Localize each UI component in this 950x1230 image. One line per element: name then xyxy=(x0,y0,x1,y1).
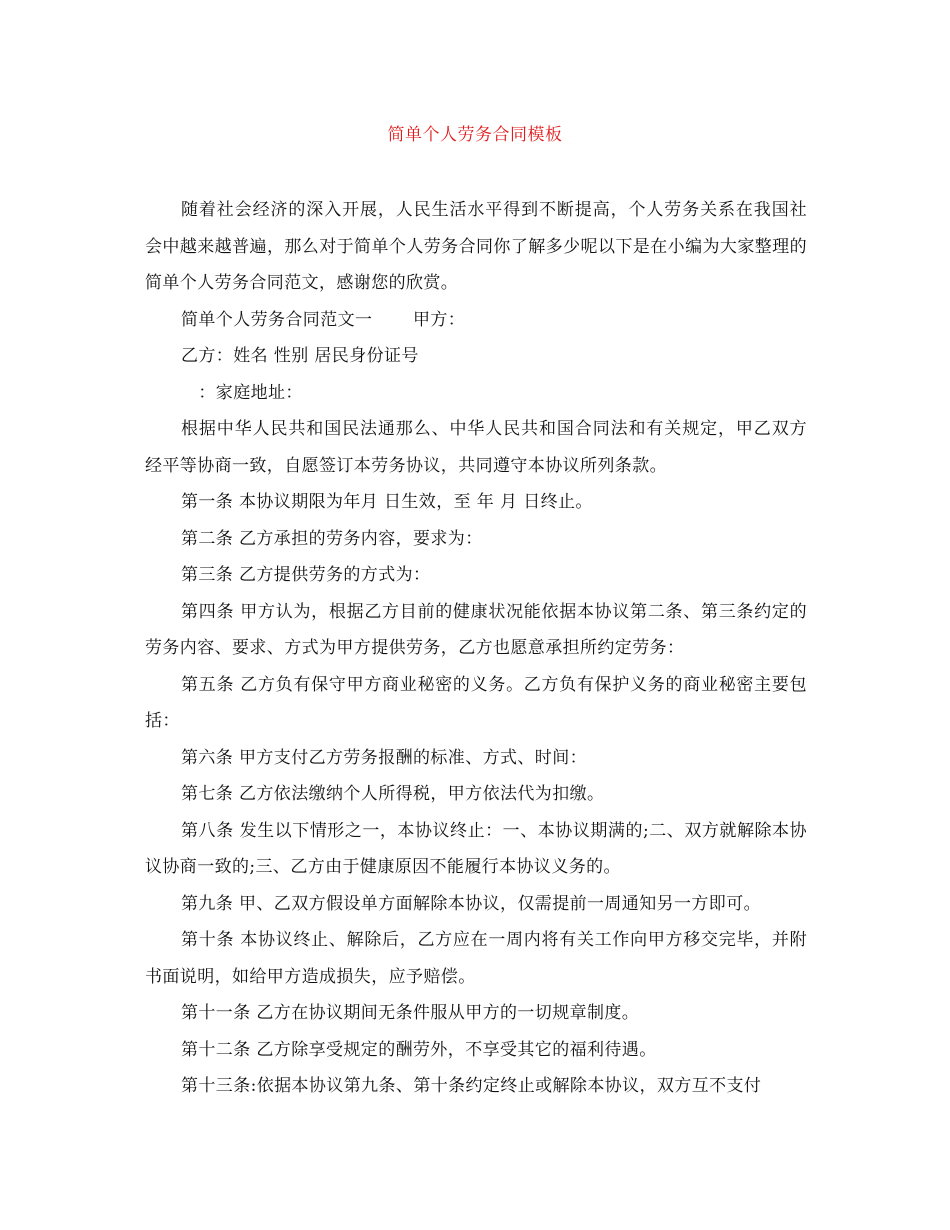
paragraph-article-10: 第十条 本协议终止、解除后，乙方应在一周内将有关工作向甲方移交完毕，并附书面说明，如给甲方造成损失，应予赔偿。 xyxy=(145,930,807,987)
paragraph-article-2: 第二条 乙方承担的劳务内容，要求为： xyxy=(181,528,483,549)
paragraph-article-3: 第三条 乙方提供劳务的方式为： xyxy=(181,565,431,585)
paragraph-article-8: 第八条 发生以下情形之一，本协议终止：一、本协议期满的;二、双方就解除本协议协商一致的;三、乙方由于健康原因不能履行本协议义务的。 xyxy=(145,820,807,877)
paragraph-legal-basis: 根据中华人民共和国民法通那么、中华人民共和国合同法和有关规定，甲乙双方经平等协商一致，自愿签订本劳务协议，共同遵守本协议所列条款。 xyxy=(145,419,807,476)
paragraph-article-4: 第四条 甲方认为，根据乙方目前的健康状况能依据本协议第二条、第三条约定的劳务内容、要求、方式为甲方提供劳务，乙方也愿意承担所约定劳务： xyxy=(145,601,807,658)
paragraph-sample-one-party-a: 简单个人劳务合同范文一 甲方： xyxy=(181,309,466,330)
paragraph-article-9: 第九条 甲、乙双方假设单方面解除本协议，仅需提前一周通知另一方即可。 xyxy=(181,893,762,914)
paragraph-article-1: 第一条 本协议期限为年月 日生效，至 年 月 日终止。 xyxy=(181,492,593,512)
paragraph-article-7: 第七条 乙方依法缴纳个人所得税，甲方依法代为扣缴。 xyxy=(181,784,605,804)
paragraph-intro: 随着社会经济的深入开展，人民生活水平得到不断提高，个人劳务关系在我国社会中越来越普遍，那么对于简单个人劳务合同你了解多少呢以下是在小编为大家整理的简单个人劳务合同范文，感谢您的欣赏。 xyxy=(145,200,807,293)
paragraph-article-12: 第十二条 乙方除享受规定的酬劳外，不享受其它的福利待遇。 xyxy=(181,1039,657,1060)
paragraph-article-6: 第六条 甲方支付乙方劳务报酬的标准、方式、时间： xyxy=(181,747,588,768)
paragraph-home-address: ：家庭地址： xyxy=(181,382,303,403)
document-body xyxy=(145,192,807,1105)
paragraph-article-5: 第五条 乙方负有保守甲方商业秘密的义务。乙方负有保护义务的商业秘密主要包括： xyxy=(145,674,807,731)
document-title: 简单个人劳务合同模板 xyxy=(387,125,563,145)
paragraph-party-b: 乙方：姓名 性别 居民身份证号 xyxy=(181,346,419,366)
paragraph-article-11: 第十一条 乙方在协议期间无条件服从甲方的一切规章制度。 xyxy=(181,1003,640,1023)
paragraph-article-13: 第十三条:依据本协议第九条、第十条约定终止或解除本协议，双方互不支付 xyxy=(181,1076,762,1096)
